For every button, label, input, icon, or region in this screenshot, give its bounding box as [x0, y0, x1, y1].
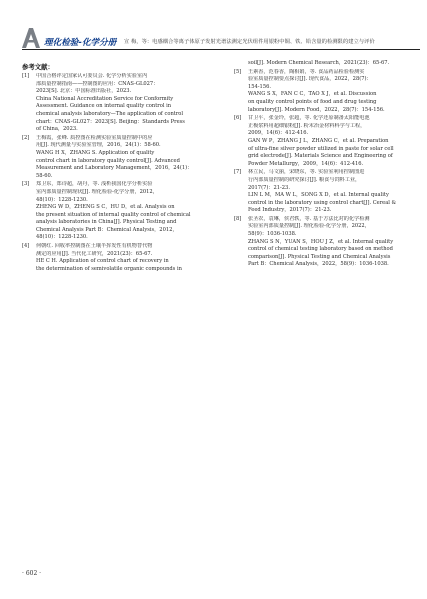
reference-item [234, 169, 420, 215]
reference-number: [3] [22, 181, 30, 188]
reference-item [22, 73, 208, 134]
page-number: · 602 · [22, 570, 42, 577]
reference-line: China National Accreditation Service for Conformity [36, 95, 174, 102]
reference-line: 48(10)：1228-1230. [36, 234, 88, 241]
reference-line: 2023[S]. 北京：中国标准出版社，2023. [36, 88, 132, 95]
reference-item [234, 216, 420, 269]
reference-line: 58-60. [36, 172, 53, 179]
reference-line: chemical analysis laboratory—The application of control [36, 110, 184, 117]
reference-line: analysis laboratories in China[J]. Physical Testing and [36, 219, 177, 226]
reference-number: [5] [234, 68, 242, 75]
reference-text [248, 115, 420, 168]
reference-line: ZHANG S N，YUAN S，HOU J Z，et al. Internal quality [248, 238, 394, 245]
references-heading: 参考文献： [22, 63, 54, 71]
reference-item [22, 243, 208, 273]
reference-line: on quality control points of food and drug testing [248, 98, 377, 105]
reference-line: 张圣农，袁琳，侯君轶，等. 基于方法比对的化学检测 [248, 215, 370, 222]
reference-line: 测定的应用[J]. 当代化工研究，2021(23)：65-67. [36, 250, 153, 257]
reference-line: soil[J]. Modern Chemical Research，2021(23)：65-67. [248, 60, 390, 66]
reference-item [234, 69, 420, 115]
reference-line: 林立民，马文丽，宋晓东，等. 实验室利用控制图进 [248, 169, 365, 176]
reference-line: 王素香，范春香，陶相娟，等. 食品药品检验检测实 [248, 68, 365, 75]
reference-number: [6] [234, 115, 242, 122]
reference-item [234, 115, 420, 168]
reference-line: of China，2023. [36, 126, 78, 133]
references-right-column [234, 60, 420, 270]
reference-number: [8] [234, 215, 242, 222]
reference-line: WANG H X，ZHANG S. Application of quality [36, 149, 155, 156]
reference-line: the present situation of internal quality control of chemical [36, 211, 191, 218]
reference-number: [2] [22, 134, 30, 141]
reference-line: Measurement and Laboratory Management，2016，24(1)： [36, 165, 193, 172]
reference-line: 何朝红. 回收率控制图在土壤半挥发性有机物替代物 [36, 243, 153, 250]
reference-line: 2017(7)：21-23. [248, 184, 290, 191]
running-title: 宣 梅，等：电感耦合等离子体原子发射光谱法测定光伏组件用银粉中铜、铁、铅含量的检测限的建立与评价 [124, 39, 375, 45]
reference-text [36, 73, 208, 134]
reference-number: [7] [234, 169, 242, 176]
reference-line: control chart in laboratory quality control[J]. Advanced [36, 157, 180, 164]
reference-line: ZHENG W D，ZHENG S C，HU D，et al. Analysis on [36, 204, 175, 211]
reference-line: 郑卫东，郑诗超，胡丹，等. 浅析我国化学分析实验 [36, 181, 153, 188]
reference-line: HE C H. Application of control chart of recovery in [36, 258, 169, 265]
reference-line: 部质量控制指南——控制图的应用：CNAS-GL027： [36, 80, 159, 87]
reference-line: 中国合格评定国家认可委员会. 化学分析实验室内 [36, 73, 148, 79]
reference-line: 行内部质量控制的研究探讨[J]. 粮食与饲料工业， [248, 176, 361, 183]
reference-line: LIN L M，MA W L，SONG X D，et al. Internal quality [248, 192, 389, 199]
reference-line: Assessment. Guidance on internal quality control in [36, 103, 172, 110]
reference-line: Feed Industry，2017(7)：21-23. [248, 207, 332, 214]
reference-line: grid electrode[J]. Materials Science and Engineering of [248, 153, 393, 160]
reference-number: [1] [22, 73, 30, 79]
reference-line: WANG S X，FAN C C，TAO X J，et al. Discussion [248, 91, 377, 98]
reference-text [36, 181, 208, 242]
reference-line: comparison[J]. Physical Testing and Chemical Analysis [248, 253, 391, 260]
journal-name: 理化检验-化学分册 [44, 38, 117, 48]
reference-number [234, 60, 248, 68]
reference-line: chart：CNAS-GL027：2023[S]. Beijing：Standards Press [36, 118, 185, 125]
references-left-column [22, 73, 208, 274]
reference-line: 正极浆料用超细银粉[J]. 粉末冶金材料科学与工程， [248, 122, 366, 129]
reference-line: 室内部质量控制现状[J]. 理化检验-化学分册，2012， [36, 188, 158, 195]
reference-number: [4] [22, 243, 30, 250]
reference-line: control in the laboratory using control chart[J]. Cereal & [248, 199, 397, 206]
reference-line: GAN W P，ZHANG J L，ZHANG C，et al. Preparation [248, 137, 389, 144]
reference-text [248, 216, 420, 269]
reference-line: Part B：Chemical Analysis，2022，58(9)：1036-1038. [248, 261, 389, 268]
journal-logo-icon [22, 28, 40, 48]
reference-item [234, 60, 420, 68]
reference-line: laboratory[J]. Modern Food，2022，28(7)：154-156. [248, 106, 385, 113]
reference-item [22, 135, 208, 181]
page-header [0, 0, 427, 52]
reference-line: control of chemical testing laboratory based on method [248, 246, 393, 253]
reference-line: 验室质量控制要点探讨[J]. 现代食品，2022，28(7)： [248, 76, 372, 83]
reference-line: 58(9)：1036-1038. [248, 231, 297, 238]
reference-text [248, 60, 420, 68]
header-divider [22, 49, 420, 50]
reference-line: 用[J]. 现代测量与实验室管理，2016，24(1)：58-60. [36, 142, 161, 149]
reference-item [22, 181, 208, 242]
reference-line: 王梅霞，张峰. 质控图在检测实验室质量控制中的应 [36, 134, 153, 141]
reference-text [36, 135, 208, 181]
reference-line: of ultra-fine silver powder utilized in paste for solar cell [248, 145, 394, 152]
reference-line: Chemical Analysis Part B：Chemical Analysis，2012， [36, 226, 178, 233]
reference-line: 154-156. [248, 83, 271, 90]
reference-line: 实验室内部质量控制[J]. 理化检验-化学分册，2022， [248, 223, 370, 230]
reference-line: Powder Metallurgy，2009，14(6)：412-416. [248, 160, 364, 167]
reference-line: 甘卫平，张金玲，张超，等. 化学还原制备太阳能电池 [248, 115, 370, 122]
reference-text [248, 169, 420, 215]
reference-line: the determination of semivolatile organic compounds in [36, 265, 182, 272]
reference-line: 2009，14(6)：412-416. [248, 130, 309, 137]
reference-line: 48(10)：1228-1230. [36, 196, 88, 203]
reference-text [36, 243, 208, 273]
reference-text [248, 69, 420, 115]
